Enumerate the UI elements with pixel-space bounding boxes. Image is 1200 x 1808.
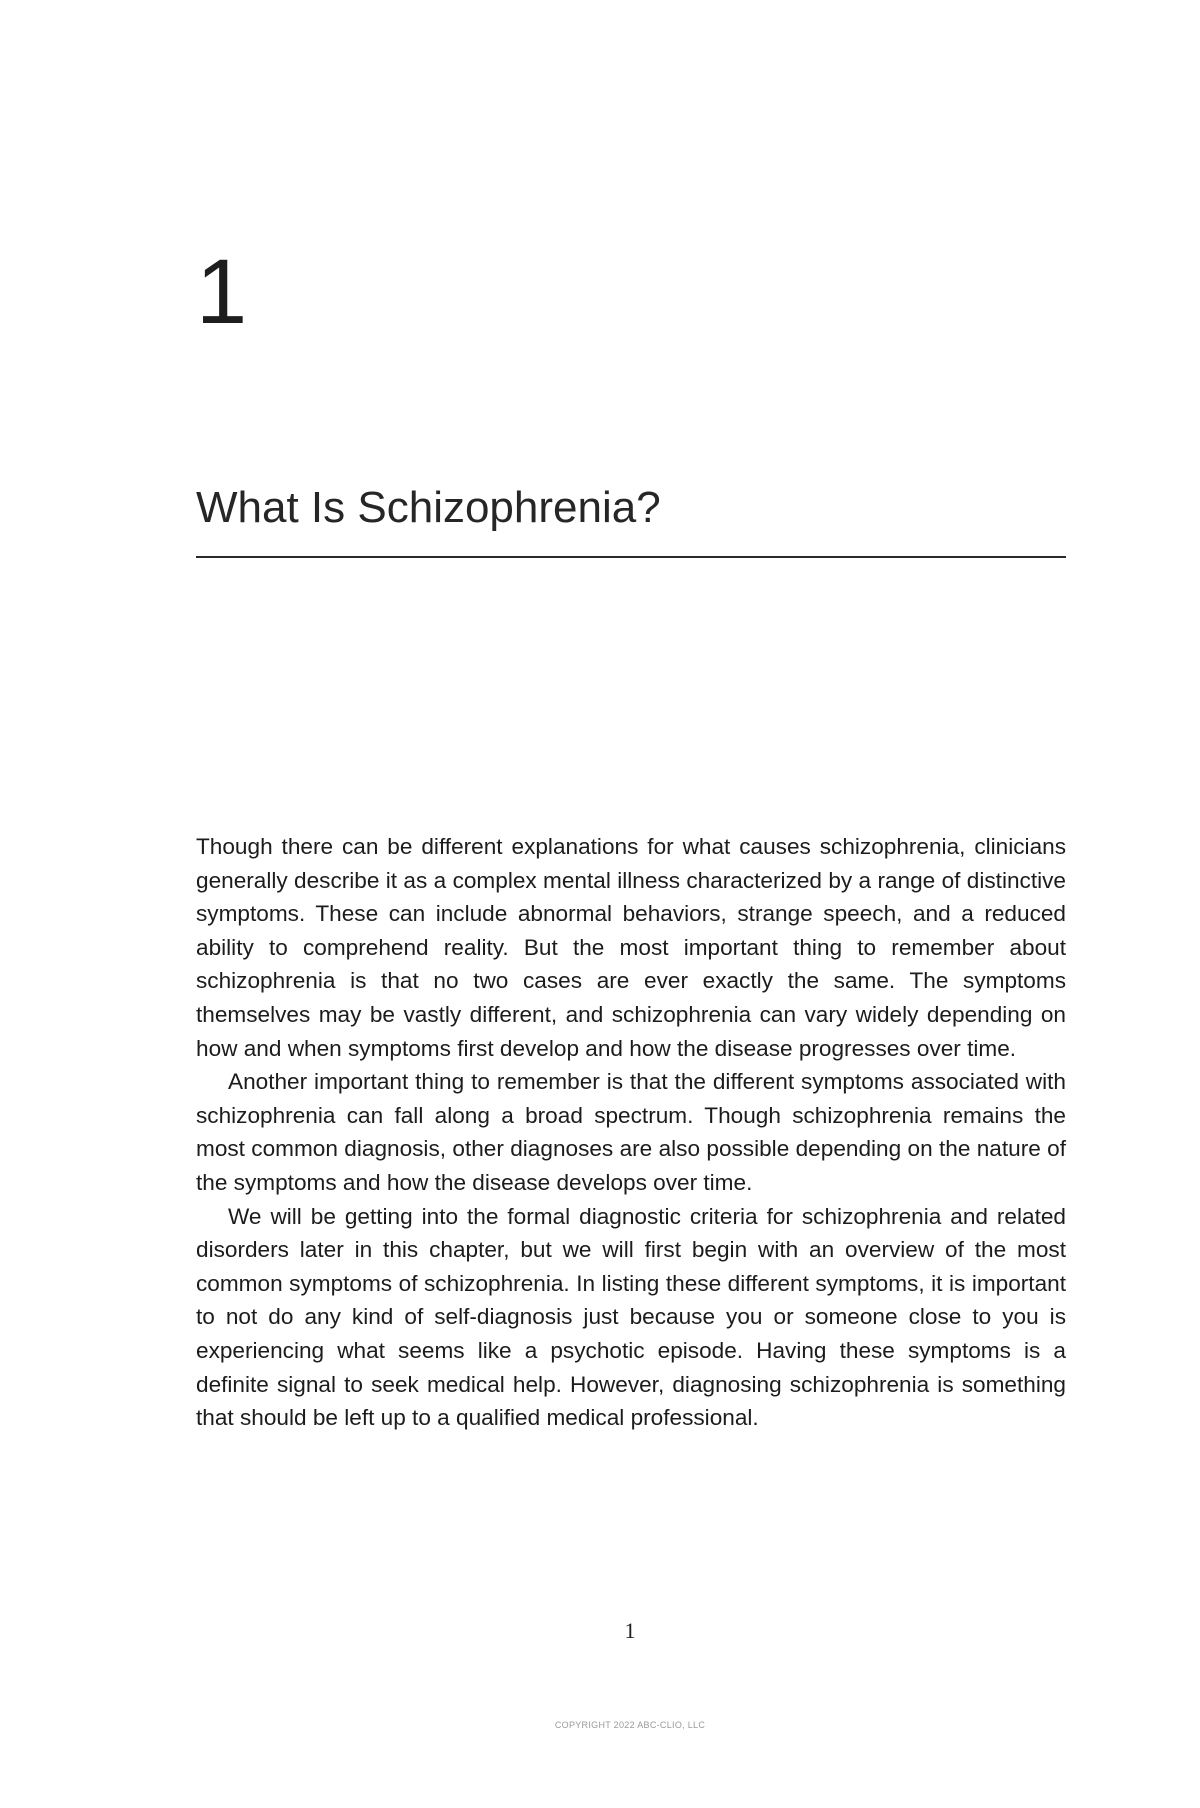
paragraph-3: We will be getting into the formal diagnostic criteria for schizophrenia and related disorders later in this chapter, but we will first begin with an overview of the most common symptoms of schizophrenia. In listing these different symptoms, it is important to not do any kind of self-diagnosis just because you or someone close to you is experiencing what seems like a psychotic episode. Having these symptoms is a definite signal to seek medical help. However, diagnosing schizophrenia is something that should be left up to a qualified medical professional.	[196, 1203, 1066, 1431]
chapter-number: 1	[196, 241, 248, 343]
paragraph-1: Though there can be different explanations for what causes schizophrenia, clinicians generally describe it as a complex mental illness characterized by a range of distinctive symptoms. These can include abnormal behaviors, strange speech, and a reduced ability to comprehend reality. But the most important thing to remember about schizophrenia is that no two cases are ever exactly the same. The symptoms themselves may be vastly different, and schizophrenia can vary widely depending on how and when symptoms first develop and how the disease progresses over time.	[196, 834, 1066, 1061]
title-divider	[196, 556, 1066, 558]
chapter-title: What Is Schizophrenia?	[196, 483, 661, 532]
copyright-notice: COPYRIGHT 2022 ABC-CLIO, LLC	[554, 1720, 706, 1730]
paragraph-2: Another important thing to remember is that the different symptoms associated with schizophrenia can fall along a broad spectrum. Though schizophrenia remains the most common diagnosis, other diagnoses are also possible depending on the nature of the symptoms and how the disease develops over time.	[196, 1069, 1066, 1195]
chapter-body	[196, 830, 1066, 1435]
page-number: 1	[624, 1618, 636, 1643]
